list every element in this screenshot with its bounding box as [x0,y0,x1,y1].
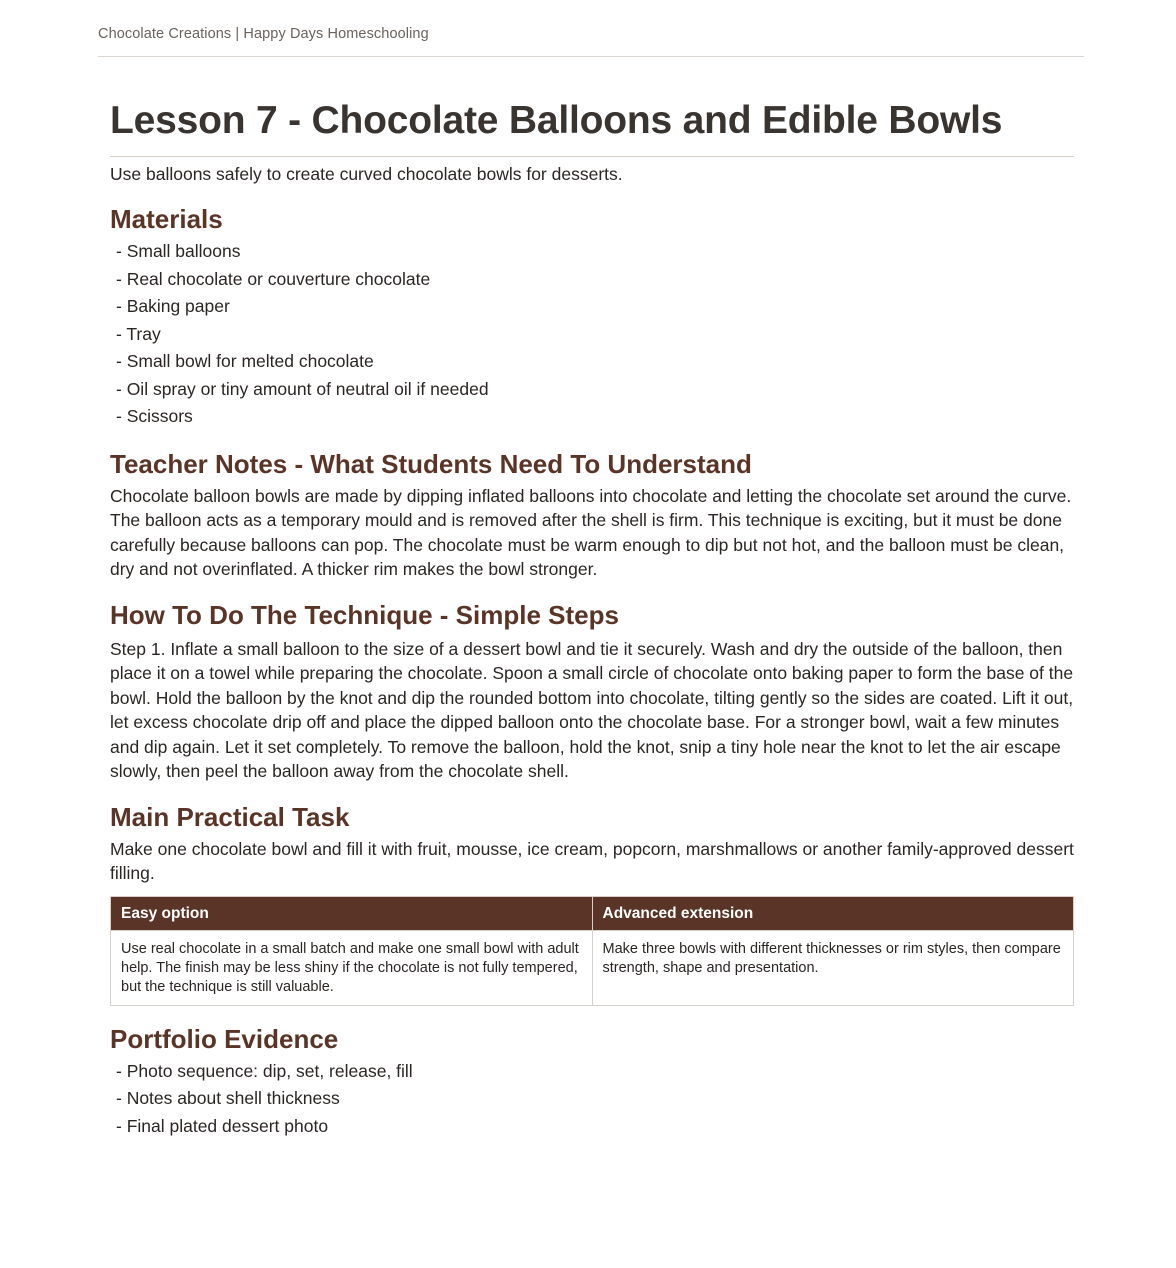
list-item: - Small bowl for melted chocolate [116,351,374,371]
list-item: - Notes about shell thickness [116,1088,340,1108]
technique-steps-text: Step 1. Inflate a small balloon to the size of a dessert bowl and tie it securely. Wash and dry the outside of the balloon, then place it on a towel while preparing the chocolate. Spoon a small circle of chocolate onto baking paper to form the base of the bowl. Hold the balloon by the knot and dip the rounded bottom into chocolate, tilting gently so the sides are coated. Lift it out, let excess chocolate drip off and place the dipped balloon onto the chocolate base. For a stronger bowl, wait a few minutes and dip again. Let it set completely. To remove the balloon, hold the knot, snip a tiny hole near the knot to let the air escape slowly, then peel the balloon away from the chocolate shell. [110,638,1074,781]
list-item: - Photo sequence: dip, set, release, fill [116,1060,413,1081]
advanced-extension-header: Advanced extension [592,896,1074,930]
site-title: Chocolate Creations | Happy Days Homeschooling [98,26,429,42]
list-item: - Real chocolate or couverture chocolate [116,268,431,289]
list-item: - Tray [116,323,161,344]
practical-task-text: Make one chocolate bowl and fill it with fruit, mousse, ice cream, popcorn, marshmallows or another family-approved dessert filling. [110,838,1074,883]
easy-option-cell: Use real chocolate in a small batch and make one small bowl with adult help. The finish may be less shiny if the chocolate is not fully tempered, but the technique is still valuable. [111,930,593,1005]
materials-list [110,238,1074,431]
lesson-content [110,96,1074,1140]
materials-heading: Materials [110,204,223,234]
technique-heading: How To Do The Technique - Simple Steps [110,599,619,630]
practical-task-section [110,800,1074,1006]
lesson-title: Lesson 7 - Chocolate Balloons and Edible Bowls [110,96,1074,157]
portfolio-section [110,1022,1074,1141]
table-header-row [111,896,1074,930]
options-table [110,896,1074,1006]
list-item: - Final plated dessert photo [116,1115,329,1136]
technique-section [110,598,1074,784]
portfolio-list [110,1058,1074,1141]
teacher-notes-text: Chocolate balloon bowls are made by dipping inflated balloons into chocolate and letting the chocolate set around the curve. The balloon acts as a temporary mould and is removed after the shell is firm. This technique is exciting, but it must be done carefully because balloons can pop. The chocolate must be warm enough to dip but not hot, and the balloon must be clean, dry and not overinflated. A thicker rim makes the bowl stronger. [110,485,1072,579]
easy-option-header: Easy option [111,896,593,930]
site-header [98,26,1084,57]
practical-task-heading: Main Practical Task [110,801,350,832]
teacher-notes-heading: Teacher Notes - What Students Need To Understand [110,448,752,479]
list-item: - Baking paper [116,296,230,316]
list-item: - Oil spray or tiny amount of neutral oil if needed [116,378,489,399]
advanced-extension-cell: Make three bowls with different thicknesses or rim styles, then compare strength, shape and presentation. [592,930,1074,1005]
teacher-notes-section [110,447,1074,582]
list-item: - Small balloons [116,241,241,261]
portfolio-heading: Portfolio Evidence [110,1023,339,1054]
list-item: - Scissors [116,406,193,426]
lesson-subtitle: Use balloons safely to create curved chocolate bowls for desserts. [110,164,623,184]
table-row [111,930,1074,1005]
materials-section [110,202,1074,431]
